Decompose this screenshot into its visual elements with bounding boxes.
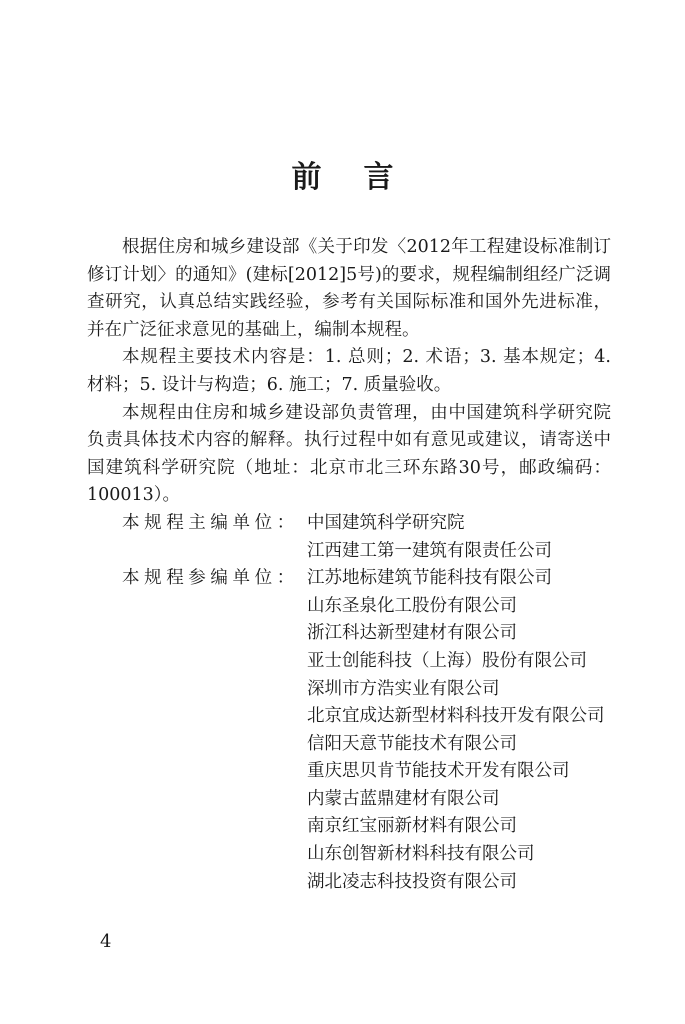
- chief-units-row: [87, 510, 611, 565]
- unit-name: 深圳市方浩实业有限公司: [307, 678, 500, 699]
- participating-units-names: [307, 565, 611, 896]
- unit-name: 亚士创能科技（上海）股份有限公司: [307, 650, 587, 671]
- unit-name: 信阳天意节能技术有限公司: [307, 733, 517, 754]
- unit-name: 重庆思贝肯节能技术开发有限公司: [307, 761, 570, 782]
- page-number: 4: [100, 931, 112, 952]
- participating-units-label: 本规程参编单位：: [122, 568, 299, 589]
- unit-name: 中国建筑科学研究院: [307, 512, 465, 533]
- unit-name: 南京红宝丽新材料有限公司: [307, 816, 517, 837]
- page-title: [0, 158, 685, 198]
- units-list: [87, 510, 611, 896]
- unit-name: 江西建工第一建筑有限责任公司: [307, 540, 552, 561]
- unit-name: 湖北凌志科技投资有限公司: [307, 871, 517, 892]
- paragraph-basis: 根据住房和城乡建设部《关于印发〈2012年工程建设标准制订修订计划〉的通知》(建标[2012]5号)的要求，规程编制组经广泛调查研究，认真总结实践经验，参考有关国际标准和国外先进标准，并在广泛征求意见的基础上，编制本规程。: [87, 237, 611, 340]
- chief-units-label: 本规程主编单位：: [122, 512, 299, 533]
- document-body: [87, 234, 611, 896]
- unit-name: 江苏地标建筑节能科技有限公司: [307, 568, 552, 589]
- chief-units-names: [307, 510, 611, 565]
- paragraph-management: 本规程由住房和城乡建设部负责管理，由中国建筑科学研究院负责具体技术内容的解释。执行过程中如有意见或建议，请寄送中国建筑科学研究院（地址：北京市北三环东路30号，邮政编码：100013）。: [87, 402, 611, 506]
- title-char: 前: [291, 160, 322, 195]
- unit-name: 浙江科达新型建材有限公司: [307, 623, 517, 644]
- unit-name: 北京宜成达新型材料科技开发有限公司: [307, 706, 605, 727]
- unit-name: 内蒙古蓝鼎建材有限公司: [307, 788, 500, 809]
- paragraph-contents: 本规程主要技术内容是：1. 总则；2. 术语；3. 基本规定；4. 材料；5. 设计与构造；6. 施工；7. 质量验收。: [87, 347, 611, 395]
- unit-name: 山东圣泉化工股份有限公司: [307, 595, 517, 616]
- title-char: 言: [363, 160, 394, 195]
- unit-name: 山东创智新材料科技有限公司: [307, 844, 535, 865]
- participating-units-row: [87, 565, 611, 896]
